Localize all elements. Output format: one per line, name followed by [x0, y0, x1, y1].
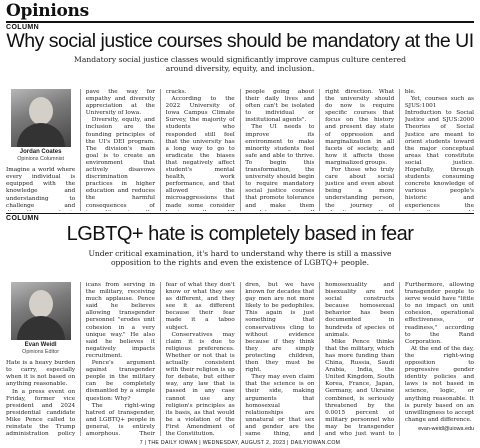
story2-col-3: [166, 282, 235, 436]
author-role: Opinions Columnist: [17, 156, 64, 163]
author-email[interactable]: evan-weidl@uiowa.edu: [418, 425, 475, 432]
author-role: Opinions Editor: [22, 349, 60, 356]
story2-col-4: [245, 282, 314, 436]
story2-body: [6, 282, 474, 436]
story2-col-5: [325, 282, 394, 436]
section-rule: [6, 21, 474, 23]
story2-paragraph: Conservatives may claim it is due to religious preferences. Whether or not that is actually consistent with their religion is up for debate, but either way, any law that is passed in any case cannot use any religion's principles as its basis, as that would be a violation of the First Amendment of the Constitution.: [165, 331, 235, 436]
story1-col-2: [86, 89, 155, 211]
story1-paragraph: cracks.: [165, 89, 187, 95]
author-photo: [11, 282, 71, 340]
story2-paragraph: fear of what they don't know or what they see as different, and they see it as different because their fear made it a taboo subject.: [165, 282, 235, 331]
story2-paragraph: Hate is a heavy burden to carry, especially when it is not based on anything reasonable.: [6, 360, 76, 388]
story2-paragraph: At the end of the day, the right-wing opposition to progressive gender identity policies and laws is not based in science, logic, or anything reasonable. It is purely based on an unwillingness to accept change and difference.: [404, 345, 475, 423]
story1-col-4: [245, 89, 314, 211]
story2-paragraph: Mike Pence thinks that the military, which has more funding than China, Russia, Saudi Arabia, India, the United Kingdom, South Korea, France, Japan, Germany, and Ukraine combined, is seriously threatened by the 0.0015 percent of military personnel who may be transgender and who just want to: [325, 338, 395, 436]
story2-paragraph: The right-wing hatred of transgender, and LGBTQ+ people in general, is entirely amorphous. Their: [85, 402, 155, 436]
story2-header: [6, 215, 474, 267]
story2-paragraph: dren, but we have known for decades that gay men are not more likely to be pedophiles. This again is just something that conservatives cling to without evidence because if they think they are simply protecting children, then they must be right.: [245, 282, 315, 374]
story2-col-1: [6, 282, 75, 436]
story1-col-1: [6, 89, 75, 211]
story1-paragraph: Yet, courses such as SJUS:1001 Introduction to Social Justice and SJUS:2000 Theories of Social Justice are meant to orient students toward the major conceptual areas that constitute social justice. Hopefully, through students consuming concrete knowledge of various people's historic and experiences the: [404, 96, 475, 209]
story2-col-2: [86, 282, 155, 436]
story2-paragraph: Pence's argument against transgender people in the military can be completely dismantled by a simple question: Why?: [85, 360, 155, 402]
story1-paragraph: right direction. What the university should do now is require specific courses that focus on the history and present day state of oppression and marginalization in all facets of society, and how it affects those marginalized groups.: [325, 89, 395, 166]
story1-headline: Why social justice courses should be mandatory at the UI: [6, 30, 474, 52]
story1-paragraph: ble.: [404, 89, 416, 95]
story1-paragraph: Imagine a world where every individual is equipped with the knowledge and understanding to challenge and: [6, 167, 76, 209]
story1-paragraph: pave the way for empathy and diversity appreciation at the University of Iowa.: [85, 89, 155, 117]
author-name: Jordan Coates: [19, 149, 62, 155]
story2-col-6: [405, 282, 474, 436]
story1-paragraph: For those who truly care about social justice and even about being a more understanding person, the journey of: [325, 167, 395, 209]
story1-col-6: [405, 89, 474, 211]
story2-paragraph: In a press event on Friday, former vice president and 2024 presidential candidate Mike Pence called to reinstate the Trump administration policy: [6, 388, 76, 436]
story2-subhead: Under critical examination, it's hard to understand why there is still a massive opposition to the rights and even the existence of LGBTQ+ people.: [88, 249, 392, 267]
story1-subhead: Mandatory social justice classes would significantly improve campus culture centered around diversity, equity, and inclusion.: [74, 55, 406, 73]
story1-paragraph: people going about their daily lives and often can't be isolated to individual or institutional agents".: [245, 89, 315, 124]
story1-paragraph: The UI needs to improve its environment to make minority students feel safe and able to thrive. To begin this transformation, the university should begin to require mandatory social justice courses that promote tolerance and make them: [245, 124, 315, 209]
story2-paragraph: icans from serving in the military, receiving much applause. Pence said he believes allowing transgender personnel "erodes unit cohesion in a very unique way." He also said he believes it negatively impacts recruitment.: [85, 282, 155, 359]
author-name: Evan Weidl: [24, 342, 57, 348]
section-title: Opinions: [6, 1, 89, 21]
story2-column-tag: COLUMN: [6, 215, 40, 222]
author-photo: [11, 89, 71, 147]
story2-paragraph: homosexuality and bisexuality are not social constructs because homosexual behavior has been documented in hundreds of species of animals.: [325, 282, 395, 338]
page-footer: 7 | THE DAILY IOWAN | WEDNESDAY, AUGUST 2, 2023 | DAILYIOWAN.COM: [139, 440, 341, 446]
story-divider: [6, 213, 474, 214]
story2-paragraph: Furthermore, allowing transgender people to serve would have "little to no impact on unit cohesion, operational effectiveness, or readiness," according to the Rand Corporation.: [404, 282, 475, 345]
story2-paragraph: They may even claim that the science is on their side, making arguments that homosexual relationships are unnatural or that sex and gender are the same thing, and: [245, 374, 315, 436]
story1-body: [6, 89, 474, 211]
story1-col-3: [166, 89, 235, 211]
story1-col-5: [325, 89, 394, 211]
story2-headline: LGBTQ+ hate is completely based in fear: [66, 223, 414, 245]
story1-paragraph: Diversity, equity, and inclusion are the founding principles of the UI's DEI program. The division's main goal is to create an environment that actively disavows discrimination practices in higher education and reduces the harmful consequences of: [85, 117, 155, 209]
story1-paragraph: According to the 2022 University of Iowa Campus Climate Survey, the majority of students who responded still feel that the university has a long way to go to eradicate the biases that negatively affect student's mental health, work performance, and that allowed the microaggressions that made some consider: [165, 96, 235, 209]
newspaper-page: [6, 2, 474, 446]
story1-column-tag: COLUMN: [6, 24, 40, 31]
